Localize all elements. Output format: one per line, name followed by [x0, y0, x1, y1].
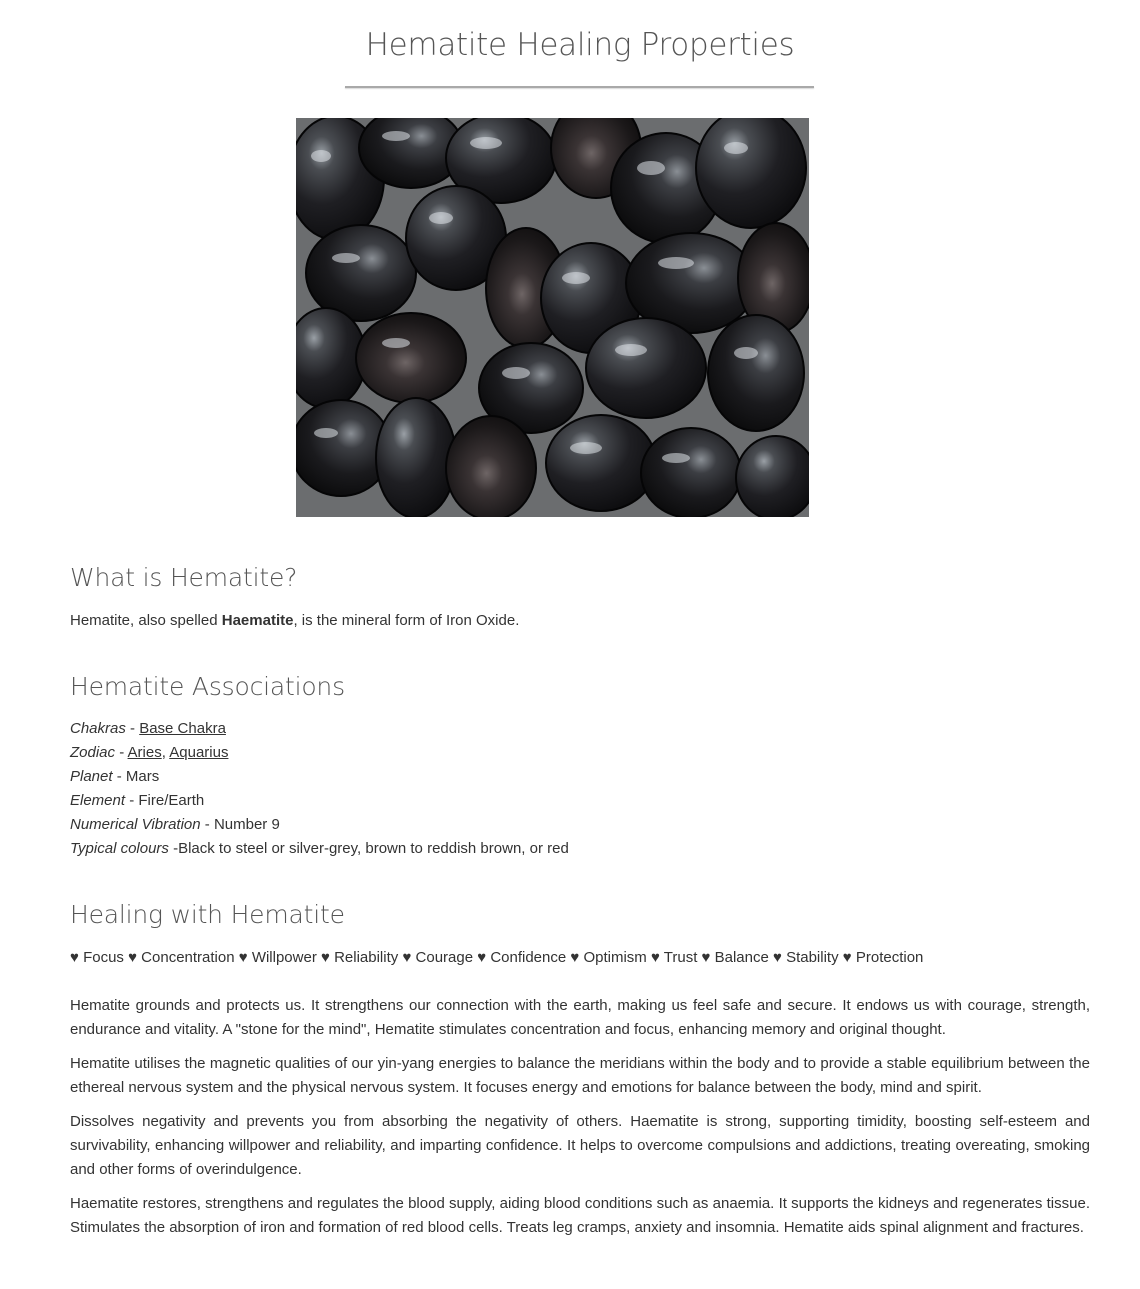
healing-quality: Concentration: [141, 949, 239, 966]
heart-icon: ♥: [701, 949, 715, 966]
healing-qualities: [70, 946, 1090, 970]
hematite-stones-illustration: [296, 118, 809, 517]
heart-icon: ♥: [238, 949, 252, 966]
healing-paragraph: Dissolves negativity and prevents you from absorbing the negativity of others. Haematite is strong, supporting timidity, boosting self-esteem and survivability, enhancing willpower and reliability, and imparting confidence. It helps to overcome compulsions and addictions, treating overeating, smoking and other forms of overindulgence.: [70, 1113, 1090, 1178]
assoc-label: Numerical Vibration: [70, 816, 205, 833]
assoc-planet: [70, 765, 569, 789]
assoc-vibration: [70, 813, 569, 837]
heart-icon: ♥: [70, 949, 84, 966]
assoc-label: Planet: [70, 768, 113, 785]
heart-icon: ♥: [842, 949, 856, 966]
heart-icon: ♥: [650, 949, 664, 966]
assoc-separator: -: [115, 744, 128, 761]
assoc-value: - Number 9: [204, 816, 280, 833]
healing-quality: Balance: [714, 949, 773, 966]
healing-quality: Optimism: [583, 949, 651, 966]
assoc-element: [70, 789, 569, 813]
title-divider: [345, 86, 814, 88]
base-chakra-link[interactable]: Base Chakra: [139, 720, 226, 737]
associations-list: [70, 717, 569, 861]
assoc-chakras: [70, 717, 569, 741]
healing-quality: Trust: [663, 949, 702, 966]
assoc-separator: -: [125, 720, 140, 737]
healing-paragraph: Hematite grounds and protects us. It strengthens our connection with the earth, making us feel safe and secure. It endows us with courage, strength, endurance and vitality. A "stone for the mind", Hematite stimulates concentration and focus, enhancing memory and original thought.: [70, 997, 1090, 1038]
healing-quality: Courage: [415, 949, 478, 966]
assoc-value: - Fire/Earth: [125, 792, 205, 809]
assoc-zodiac: [70, 741, 569, 765]
heart-icon: ♥: [402, 949, 416, 966]
assoc-colours: [70, 837, 569, 861]
heart-icon: ♥: [128, 949, 142, 966]
healing-paragraph: Haematite restores, strengthens and regulates the blood supply, aiding blood conditions such as anaemia. It supports the kidneys and regenerates tissue. Stimulates the absorption of iron and formation of red blood cells. Treats leg cramps, anxiety and insomnia. Hematite aids spinal alignment and fractures.: [70, 1195, 1090, 1236]
assoc-label: Element: [70, 792, 126, 809]
assoc-label: Zodiac: [70, 744, 116, 761]
healing-quality: Protection: [855, 949, 924, 966]
healing-quality: Willpower: [251, 949, 321, 966]
assoc-value: -Black to steel or silver-grey, brown to reddish brown, or red: [173, 840, 569, 857]
heart-icon: ♥: [321, 949, 335, 966]
what-is-text-part: , is the mineral form of Iron Oxide.: [293, 612, 520, 629]
healing-quality: Confidence: [490, 949, 571, 966]
healing-quality: Stability: [786, 949, 843, 966]
what-is-heading: What is Hematite?: [70, 563, 298, 592]
healing-quality: Focus: [83, 949, 129, 966]
assoc-separator: ,: [161, 744, 170, 761]
what-is-text: [70, 609, 1090, 633]
page-title: Hematite Healing Properties: [365, 27, 795, 63]
heart-icon: ♥: [773, 949, 787, 966]
heart-icon: ♥: [477, 949, 491, 966]
healing-heading: Healing with Hematite: [70, 900, 345, 929]
assoc-value: - Mars: [112, 768, 160, 785]
assoc-label: Chakras: [70, 720, 126, 737]
heart-icon: ♥: [570, 949, 584, 966]
healing-paragraph: Hematite utilises the magnetic qualities of our yin-yang energies to balance the meridians within the body and to provide a stable equilibrium between the ethereal nervous system and the physical nervous system. It focuses energy and emotions for balance between the body, mind and spirit.: [70, 1055, 1090, 1096]
healing-quality: Reliability: [334, 949, 403, 966]
aquarius-link[interactable]: Aquarius: [169, 744, 229, 761]
assoc-label: Typical colours: [70, 840, 174, 857]
hematite-stones-image: [296, 118, 809, 517]
what-is-text-part: Hematite, also spelled: [70, 612, 222, 629]
haematite-bold: Haematite: [221, 612, 294, 629]
aries-link[interactable]: Aries: [127, 744, 162, 761]
associations-heading: Hematite Associations: [70, 672, 345, 701]
